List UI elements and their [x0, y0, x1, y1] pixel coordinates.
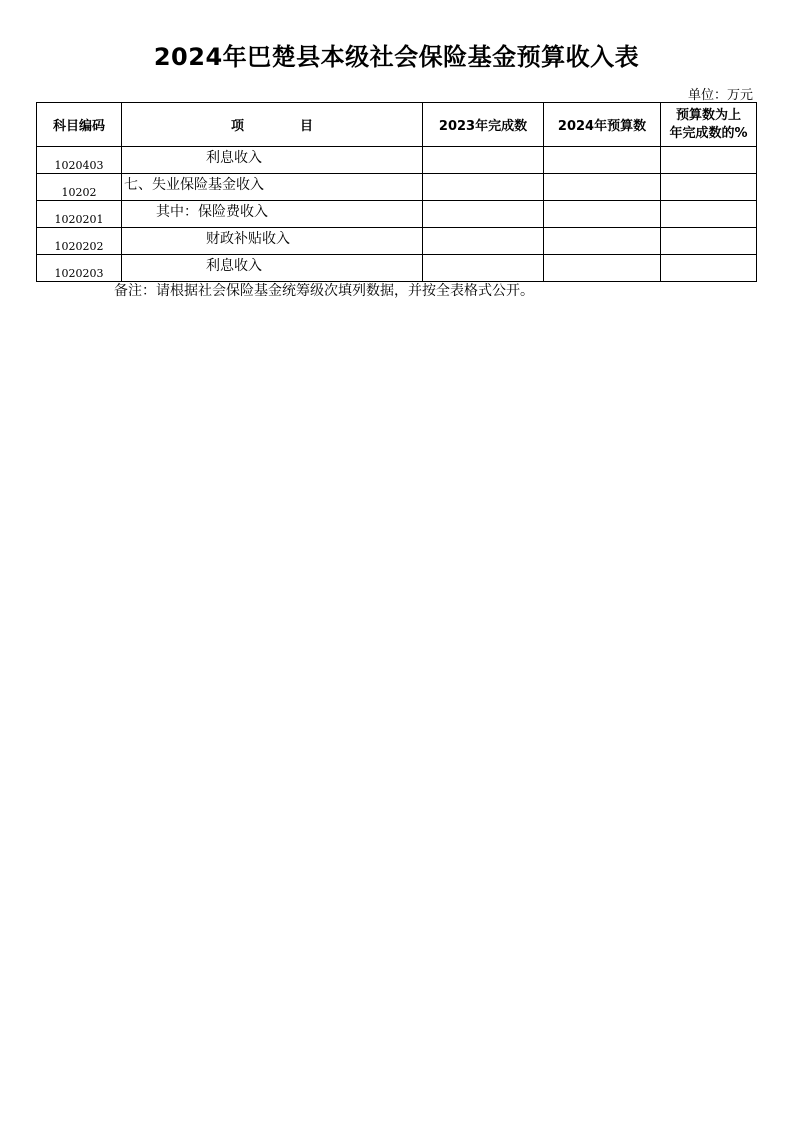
header-ratio-line2: 年完成数的% — [669, 125, 748, 141]
row-item: 七、失业保险基金收入 — [122, 174, 423, 201]
unit-label: 单位：万元 — [687, 88, 753, 103]
row-completed-2023 — [423, 174, 544, 201]
row-code: 1020201 — [37, 201, 122, 228]
table-row — [37, 228, 757, 255]
row-code: 1020203 — [37, 255, 122, 282]
table-row — [37, 201, 757, 228]
header-item-part-a: 项 — [230, 119, 244, 134]
row-item: 利息收入 — [122, 147, 423, 174]
row-item: 财政补贴收入 — [122, 228, 423, 255]
page-title: 2024年巴楚县本级社会保险基金预算收入表 — [153, 43, 640, 71]
row-budget-2024 — [544, 147, 661, 174]
row-ratio — [661, 174, 757, 201]
row-item: 其中：保险费收入 — [122, 201, 423, 228]
table-row — [37, 255, 757, 282]
row-budget-2024 — [544, 255, 661, 282]
budget-table — [36, 102, 757, 282]
header-code: 科目编码 — [37, 103, 122, 147]
table-header-row — [37, 103, 757, 147]
header-budget-2024: 2024年预算数 — [544, 103, 661, 147]
header-completed-2023: 2023年完成数 — [423, 103, 544, 147]
row-budget-2024 — [544, 201, 661, 228]
table-row — [37, 147, 757, 174]
footnote: 备注：请根据社会保险基金统筹级次填列数据，并按全表格式公开。 — [114, 283, 534, 299]
row-ratio — [661, 255, 757, 282]
header-ratio-line1: 预算数为上 — [675, 107, 741, 123]
row-code: 1020202 — [37, 228, 122, 255]
row-completed-2023 — [423, 201, 544, 228]
row-ratio — [661, 201, 757, 228]
row-ratio — [661, 228, 757, 255]
row-budget-2024 — [544, 228, 661, 255]
header-ratio — [661, 103, 757, 147]
row-item: 利息收入 — [122, 255, 423, 282]
row-budget-2024 — [544, 174, 661, 201]
table-row — [37, 174, 757, 201]
header-item-part-b: 目 — [300, 119, 314, 134]
row-code: 10202 — [37, 174, 122, 201]
row-ratio — [661, 147, 757, 174]
header-item — [122, 103, 423, 147]
row-completed-2023 — [423, 228, 544, 255]
row-code: 1020403 — [37, 147, 122, 174]
row-completed-2023 — [423, 255, 544, 282]
row-completed-2023 — [423, 147, 544, 174]
